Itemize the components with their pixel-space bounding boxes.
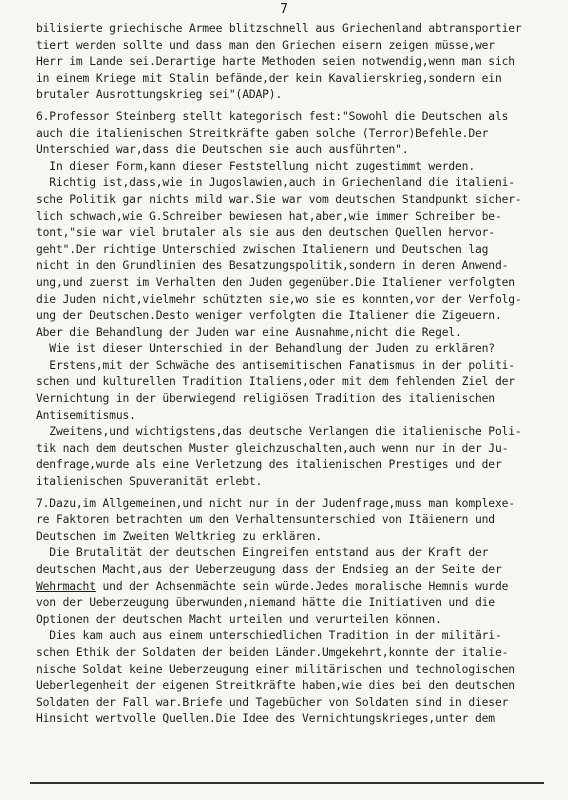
text-line: Vernichtung in der überwiegend religiösen Tradition des italienischen <box>36 392 495 406</box>
text-line: 6.Professor Steinberg stellt kategorisch fest:"Sowohl die Deutschen als <box>36 109 509 123</box>
text-line: Herr im Lande sei.Derartige harte Methoden seien notwendig,wenn man sich <box>36 55 515 69</box>
text-line: von der Ueberzeugung überwunden,niemand hätte die Initiativen und die <box>36 596 495 610</box>
text-line: deutschen Macht,aus der Ueberzeugung dass der Endsieg an der Seite der <box>36 563 502 576</box>
text-line: in einem Kriege mit Stalin befände,der kein Kavalierskrieg,sondern ein <box>36 71 502 85</box>
text-line: Zweitens,und wichtigstens,das deutsche Verlangen die italienische Poli- <box>36 425 522 439</box>
text-line: Deutschen im Zweiten Weltkrieg zu erklären. <box>36 529 323 543</box>
text-line: tont,"sie war viel brutaler als sie aus den deutschen Quellen hervor- <box>36 226 495 240</box>
text-line: Richtig ist,dass,wie in Jugoslawien,auch in Griechenland die italieni- <box>36 176 515 190</box>
text-line: lich schwach,wie G.Schreiber bewiesen hat,aber,wie immer Schreiber be- <box>36 209 502 223</box>
text-line: nische Soldat keine Ueberzeugung einer militärischen und technologischen <box>36 662 515 676</box>
text-line: Wehrmacht und der Achsenmächte sein würde.Jedes moralische Hemnis wurde <box>36 579 509 593</box>
text-line: ung der Deutschen.Desto weniger verfolgten die Italiener die Zigeuern. <box>36 309 502 323</box>
text-line: sche Politik gar nichts mild war.Sie war vom deutschen Standpunkt sicher- <box>36 192 522 206</box>
text-line: tik nach dem deutschen Muster gleichzuschalten,auch wenn nur in der Ju- <box>36 441 509 455</box>
text-line: Erstens,mit der Schwäche des antisemitischen Fanatismus in der politi- <box>36 358 515 372</box>
bottom-rule <box>30 782 544 784</box>
text-line: tiert werden sollte und dass man den Griechen eisern zeigen müsse,wer <box>36 38 495 52</box>
text-line: nicht in den Grundlinien des Besatzungspolitik,sondern in deren Anwend- <box>36 259 509 273</box>
text-line: Unterschied war,dass die Deutschen sie auch ausführten". <box>36 143 409 157</box>
text-line: die Juden nicht,vielmehr schützten sie,wo sie es konnten,vor der Verfolg- <box>36 292 522 306</box>
text-line: Ueberlegenheit der eigenen Streitkräfte haben,wie dies bei den deutschen <box>36 679 515 693</box>
text-line: Wie ist dieser Unterschied in der Behandlung der Juden zu erklären? <box>36 342 495 356</box>
text-line: schen Ethik der Soldaten der beiden Länder.Umgekehrt,konnte der italie- <box>36 645 509 659</box>
page-number: 7 <box>280 2 288 17</box>
body-text <box>36 21 550 728</box>
text-line: denfrage,wurde als eine Verletzung des italienischen Prestiges und der <box>36 458 502 472</box>
text-line: italienischen Spuveranität erlebt. <box>36 475 263 489</box>
text-line: bilisierte griechische Armee blitzschnell aus Griechenland abtransportier <box>36 22 522 35</box>
text-line: geht".Der richtige Unterschied zwischen Italienern und Deutschen lag <box>36 242 489 256</box>
text-line: ung,und zuerst im Verhalten den Juden gegenüber.Die Italiener verfolgten <box>36 275 515 289</box>
text-line: schen und kulturellen Tradition Italiens,oder mit dem fehlenden Ziel der <box>36 375 515 389</box>
text-line: Aber die Behandlung der Juden war eine Ausnahme,nicht die Regel. <box>36 325 462 339</box>
text-line: Optionen der deutschen Macht urteilen und verurteilen können. <box>36 612 442 626</box>
text-line: auch die italienischen Streitkräfte gaben solche (Terror)Befehle.Der <box>36 126 489 140</box>
text-line: brutaler Ausrottungskrieg sei"(ADAP). <box>36 88 283 102</box>
text-line: Dies kam auch aus einem unterschiedlichen Tradition in der militäri- <box>36 629 502 643</box>
text-line: Hinsicht wertvolle Quellen.Die Idee des Vernichtungskrieges,unter dem <box>36 712 495 726</box>
text-line: Soldaten der Fall war.Briefe und Tagebücher von Soldaten sind in dieser <box>36 695 509 709</box>
text-line: In dieser Form,kann dieser Feststellung nicht zugestimmt werden. <box>36 159 475 173</box>
text-line: Antisemitismus. <box>36 408 136 422</box>
text-line: re Faktoren betrachten um den Verhaltensunterschied von Itäienern und <box>36 513 495 527</box>
text-line: 7.Dazu,im Allgemeinen,und nicht nur in der Judenfrage,muss man komplexe- <box>36 496 515 510</box>
text-line: Die Brutalität der deutschen Eingreifen entstand aus der Kraft der <box>36 546 489 560</box>
